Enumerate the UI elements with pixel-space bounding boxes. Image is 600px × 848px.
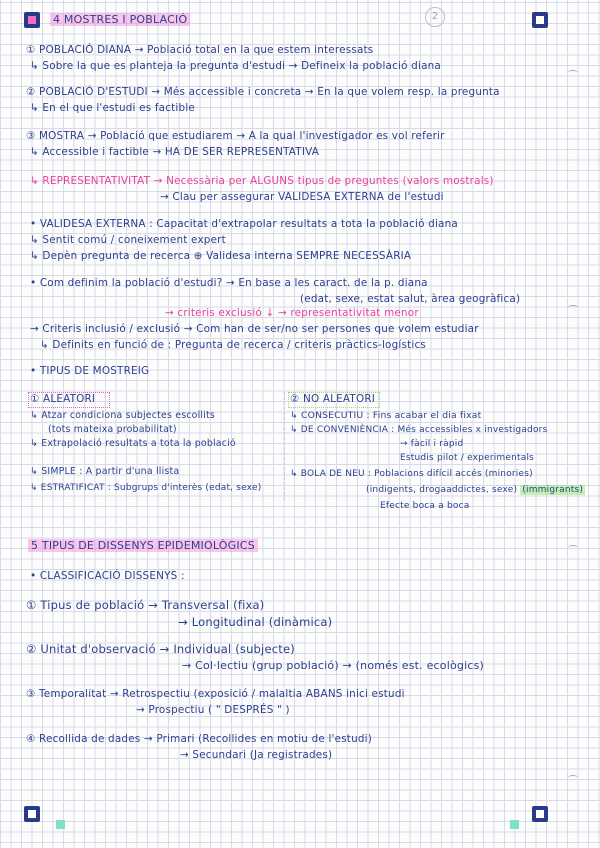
note-line: ② Unitat d'observació → Individual (subjecte): [26, 642, 295, 656]
note-line: ↳ Atzar condiciona subjectes escollits: [30, 410, 215, 421]
corner-mark-bottom-left: [24, 806, 40, 822]
note-line: ① POBLACIÓ DIANA → Població total en la que estem interessats: [26, 44, 374, 56]
mint-square: [510, 820, 519, 829]
binder-hole: [568, 70, 578, 75]
note-line: ③ MOSTRA → Població que estudiarem → A la qual l'investigador es vol referir: [26, 130, 445, 142]
section-number: 5: [31, 539, 39, 552]
note-line: ① Tipus de població → Transversal (fixa): [26, 598, 265, 612]
note-line: ↳ DE CONVENIÈNCIA : Més accessibles x investigadors: [290, 425, 548, 435]
note-line: Efecte boca a boca: [380, 501, 470, 511]
column-divider: [284, 392, 285, 500]
note-line: → Col·lectiu (grup població) → (només est. ecològics): [182, 659, 485, 672]
note-line: ↳ Sentit comú / coneixement expert: [30, 234, 226, 246]
note-line: → Criteris inclusió / exclusió → Com han de ser/no ser persones que volem estudiar: [30, 323, 479, 335]
note-line: → Secundari (Ja registrades): [180, 749, 333, 761]
note-line: → fàcil i ràpid: [400, 439, 464, 449]
note-line: → Longitudinal (dinàmica): [178, 615, 333, 629]
note-line: ↳ Definits en funció de : Pregunta de recerca / criteris pràctics-logístics: [40, 339, 426, 351]
note-line: (tots mateixa probabilitat): [48, 424, 177, 435]
note-line: → Clau per assegurar VALIDESA EXTERNA de l'estudi: [160, 191, 444, 203]
note-line: ↳ CONSECUTIU : Fins acabar el dia fixat: [290, 410, 482, 421]
note-line: ↳ Depèn pregunta de recerca ⊕ Validesa interna SEMPRE NECESSÀRIA: [30, 250, 412, 262]
note-line: • Com definim la població d'estudi? → En base a les caract. de la p. diana: [30, 277, 428, 289]
corner-mark-top-left: [24, 12, 40, 28]
note-text: (indigents, drogaaddictes, sexe): [366, 485, 518, 495]
section-heading: [50, 14, 190, 26]
note-line: [366, 484, 585, 496]
column-title-non-random: ② NO ALEATORI: [290, 393, 376, 405]
corner-mark-top-right: [532, 12, 548, 28]
note-line: ↳ En el que l'estudi es factible: [30, 102, 195, 114]
section-number: 4: [53, 13, 61, 26]
binder-hole: [568, 545, 578, 550]
note-line: (edat, sexe, estat salut, àrea geogràfica): [300, 293, 521, 305]
note-line: ↳ ESTRATIFICAT : Subgrups d'interès (edat, sexe): [30, 483, 262, 493]
note-line: ↳ Accessible i factible → HA DE SER REPRESENTATIVA: [30, 146, 320, 158]
note-line: ↳ SIMPLE : A partir d'una llista: [30, 466, 180, 477]
mint-square: [56, 820, 65, 829]
note-line: ↳ REPRESENTATIVITAT → Necessària per ALGUNS tipus de preguntes (valors mostrals): [30, 175, 494, 187]
note-line: • CLASSIFICACIÓ DISSENYS :: [30, 570, 185, 582]
note-line: ↳ Sobre la que es planteja la pregunta d'estudi → Defineix la població diana: [30, 60, 441, 72]
note-line: ③ Temporalitat → Retrospectiu (exposició / malaltia ABANS inici estudi: [26, 688, 405, 700]
note-line: • VALIDESA EXTERNA : Capacitat d'extrapolar resultats a tota la població diana: [30, 218, 458, 230]
corner-mark-bottom-right: [532, 806, 548, 822]
page-number: 2: [425, 7, 445, 27]
highlighted-note: (immigrants): [522, 485, 584, 495]
note-line: ↳ BOLA DE NEU : Poblacions difícil accés (minories): [290, 469, 533, 479]
binder-hole: [568, 305, 578, 310]
note-line: → criteris exclusió ↓ → representativitat menor: [165, 307, 419, 319]
section-title: MOSTRES I POBLACIÓ: [63, 13, 188, 26]
binder-hole: [568, 775, 578, 780]
note-line: • TIPUS DE MOSTREIG: [30, 365, 150, 377]
note-line: ④ Recollida de dades → Primari (Recollides en motiu de l'estudi): [26, 733, 372, 745]
note-line: ↳ Extrapolació resultats a tota la població: [30, 438, 236, 449]
section-heading: [28, 540, 258, 552]
note-line: Estudis pilot / experimentals: [400, 453, 535, 463]
section-title: TIPUS DE DISSENYS EPIDEMIOLÒGICS: [41, 539, 255, 552]
note-line: ② POBLACIÓ D'ESTUDI → Més accessible i concreta → En la que volem resp. la pregunta: [26, 86, 500, 98]
column-title-random: ① ALEATORI: [30, 393, 96, 405]
note-line: → Prospectiu ( " DESPRÉS " ): [136, 704, 290, 716]
